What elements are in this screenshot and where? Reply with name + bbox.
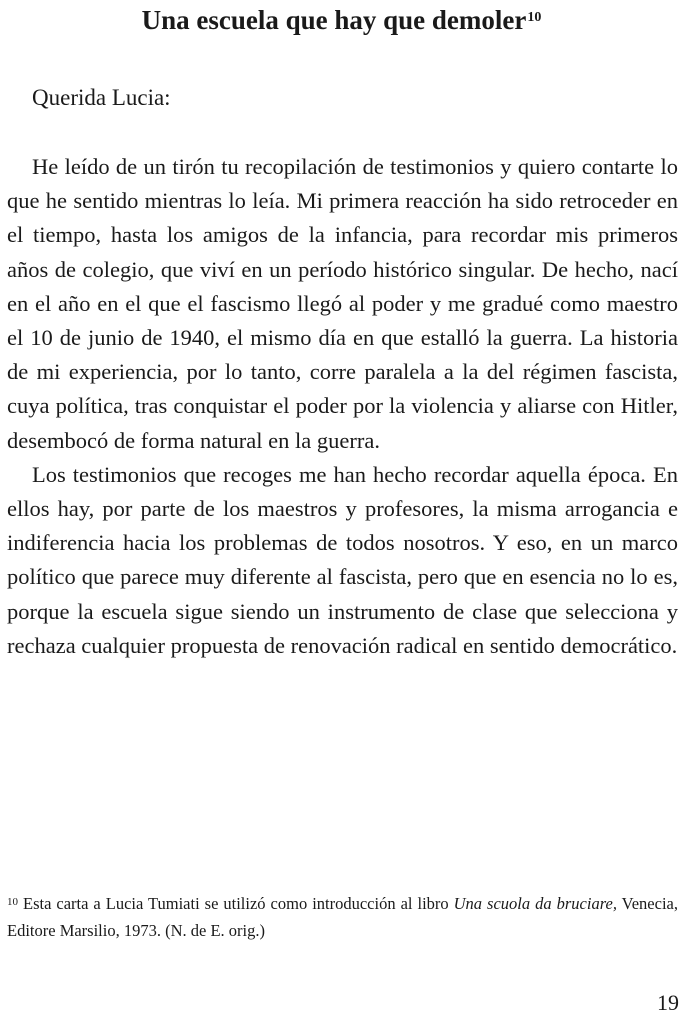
letter-body	[7, 150, 678, 663]
footnote	[7, 890, 678, 944]
footnote-number: 10	[7, 896, 18, 908]
footnote-book-title: Una scuola da bruciare,	[453, 894, 617, 913]
footnote-reference: 10	[527, 10, 542, 25]
paragraph-2: Los testimonios que recoges me han hecho recordar aquella época. En ellos hay, por parte de los maestros y profesores, la misma arrogancia e indiferencia hacia los problemas de todos nosotros. Y eso, en un marco político que parece muy diferente al fascista, pero que en esencia no lo es, porque la escuela sigue siendo un instrumento de clase que selecciona y rechaza cualquier propuesta de renovación radical en sentido democrático.	[7, 461, 678, 658]
paragraph-1: He leído de un tirón tu recopilación de testimonios y quiero contarte lo que he sentido mientras lo leía. Mi primera reacción ha sido retroceder en el tiempo, hasta los amigos de la infancia, para recordar mis primeros años de colegio, que viví en un período histórico singular. De hecho, nací en el año en el que el fascismo llegó al poder y me gradué como maestro el 10 de junio de 1940, el mismo día en que estalló la guerra. La historia de mi experiencia, por lo tanto, corre paralela a la del régimen fascista, cuya política, tras conquistar el poder por la violencia y aliarse con Hitler, desembocó de forma natural en la guerra.	[7, 154, 678, 453]
footnote-text-after: Venecia, Editore Marsilio, 1973. (N. de E. orig.)	[7, 894, 678, 940]
letter-greeting: Querida Lucia:	[32, 85, 171, 110]
footnote-text-before: Esta carta a Lucia Tumiati se utilizó como introducción al libro	[18, 894, 454, 913]
page-number: 19	[657, 990, 679, 1015]
chapter-title-text: Una escuela que hay que demoler	[141, 5, 527, 35]
chapter-title	[0, 2, 683, 38]
